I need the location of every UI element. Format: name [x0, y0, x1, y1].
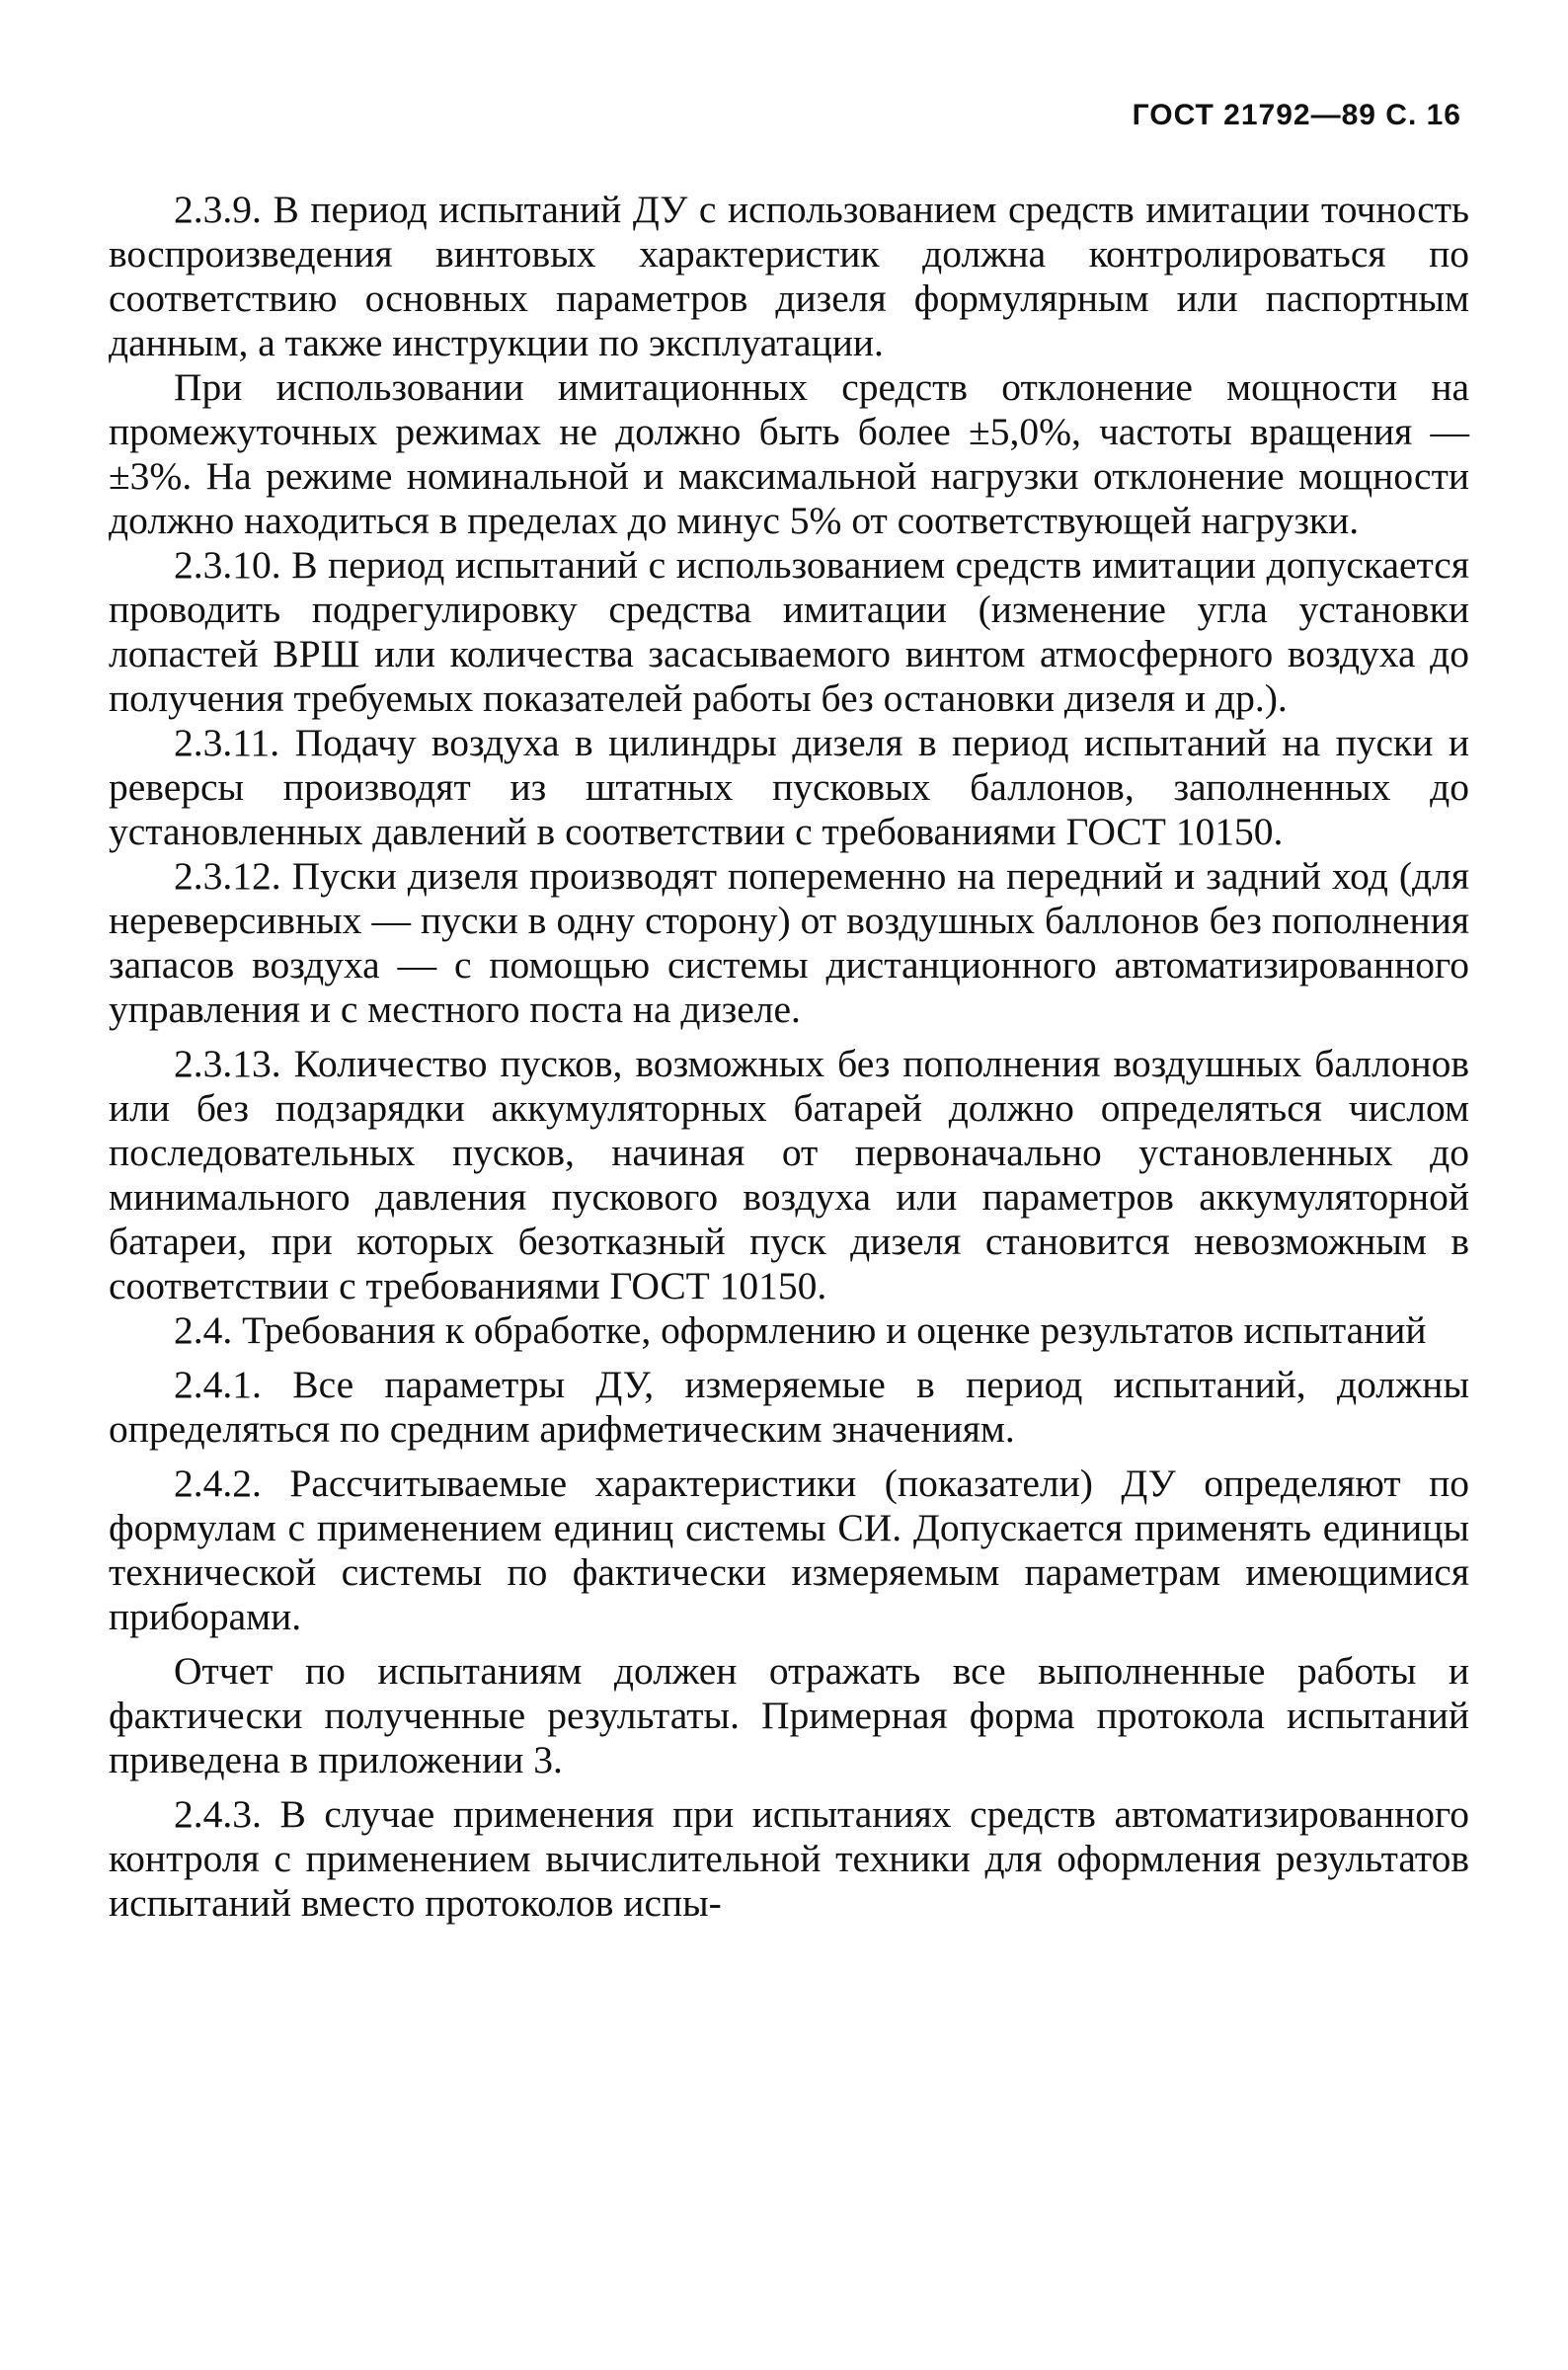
running-header: ГОСТ 21792—89 С. 16 — [1132, 99, 1461, 131]
paragraph-2-3-13: 2.3.13. Количество пусков, возможных без пополнения воздушных баллонов или без подзарядки аккумуляторных батарей должно определяться числом последовательных пусков, начиная от первоначально установленных до минимального давления пускового воздуха или параметров аккумуляторной батареи, при которых безотказный пуск дизеля становится невозможным в соответствии с требованиями ГОСТ 10150. — [109, 1042, 1469, 1307]
paragraph-report: Отчет по испытаниям должен отражать все выполненные работы и фактически полученные результаты. Примерная форма протокола испытаний приведена в приложении 3. — [109, 1649, 1469, 1781]
paragraph-2-4-3: 2.4.3. В случае применения при испытаниях средств автоматизированного контроля с применением вычислительной техники для оформления результатов испытаний вместо протоколов испы- — [109, 1792, 1469, 1925]
paragraph-deviation-limits: При использовании имитационных средств отклонение мощности на промежуточных режимах не должно быть более ±5,0%, частоты вращения —±3%. На режиме номинальной и максимальной нагрузки отклонение мощности должно находиться в пределах до минус 5% от соответствующей нагрузки. — [109, 365, 1469, 542]
paragraph-2-4-2: 2.4.2. Рассчитываемые характеристики (показатели) ДУ определяют по формулам с применением единиц системы СИ. Допускается применять единицы технической системы по фактически измеряемым параметрам имеющимися приборами. — [109, 1462, 1469, 1638]
body-text — [109, 188, 1469, 1926]
paragraph-2-3-12: 2.3.12. Пуски дизеля производят попеременно на передний и задний ход (для нереверсивных — пуски в одну сторону) от воздушных баллонов без пополнения запасов воздуха — с помощью системы дистанционного автоматизированного управления и с местного поста на дизеле. — [109, 854, 1469, 1031]
section-heading-2-4: 2.4. Требования к обработке, оформлению и оценке результатов испытаний — [174, 1308, 1427, 1352]
paragraph-2-3-9: 2.3.9. В период испытаний ДУ с использованием средств имитации точность воспроизведения винтовых характеристик должна контролироваться по соответствию основных параметров дизеля формулярным или паспортным данным, а также инструкции по эксплуатации. — [109, 188, 1469, 364]
paragraph-2-3-10: 2.3.10. В период испытаний с использованием средств имитации допускается проводить подрегулировку средства имитации (изменение угла установки лопастей ВРШ или количества засасываемого винтом атмосферного воздуха до получения требуемых показателей работы без остановки дизеля и др.). — [109, 543, 1469, 720]
paragraph-2-4-1: 2.4.1. Все параметры ДУ, измеряемые в период испытаний, должны определяться по средним арифметическим значениям. — [109, 1363, 1469, 1451]
paragraph-2-3-11: 2.3.11. Подачу воздуха в цилиндры дизеля в период испытаний на пуски и реверсы производят из штатных пусковых баллонов, заполненных до установленных давлений в соответствии с требованиями ГОСТ 10150. — [109, 721, 1469, 853]
